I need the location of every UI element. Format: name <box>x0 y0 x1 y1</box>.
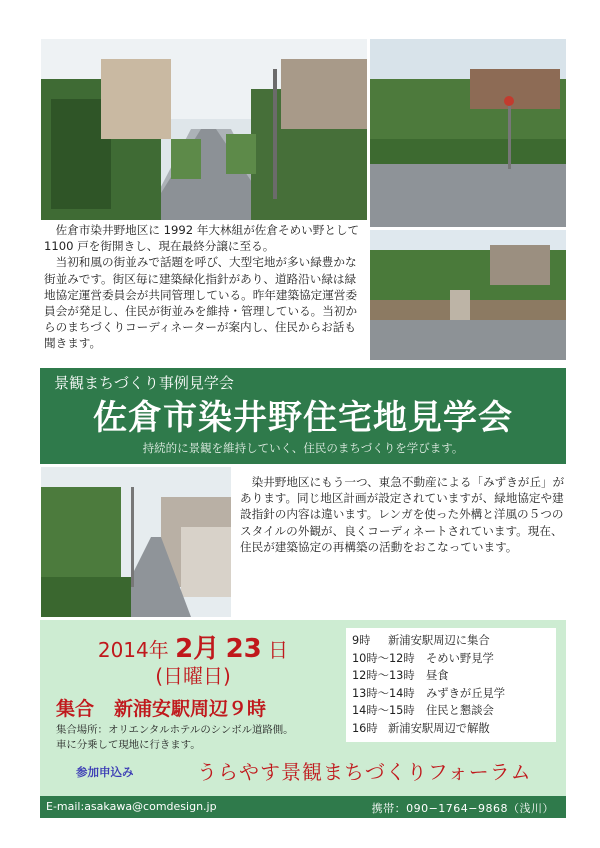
date-year: 2014 <box>97 638 149 662</box>
schedule-time: 16時 <box>352 721 378 735</box>
mizukigaoka-text: 染井野地区にもう一つ、東急不動産による「みずきが丘」があります。同じ地区計画が設定されていますが、緑地協定や建設指針の内容は違います。レンガを使った外構と洋風の５つのスタイルの外観が、良くコーディネートされています。現在、住民が建築協定の再構築の活動をおこなっています。 <box>240 475 565 554</box>
event-weekday: (日曜日) <box>155 664 231 688</box>
date-day: 23 <box>225 634 262 664</box>
schedule-activity: 昼食 <box>426 669 449 683</box>
schedule-activity: 新浦安駅周辺に集合 <box>388 634 490 647</box>
contact-footer <box>40 796 566 818</box>
schedule-box <box>346 628 556 742</box>
meeting-info <box>56 694 266 721</box>
schedule-activity: 住民と懇談会 <box>426 704 494 718</box>
schedule-activity: そめい野見学 <box>426 651 494 665</box>
meeting-place-notes <box>56 723 294 753</box>
apply-label: 参加申込み <box>76 765 134 779</box>
place-note-2: 車に分乗して現地に行きます。 <box>56 739 201 751</box>
schedule-activity: 新浦安駅周辺で解散 <box>388 721 490 735</box>
organizer-name: うらやす景観まちづくりフォーラム <box>197 760 532 784</box>
date-month: 2 <box>175 634 194 664</box>
photo-curved-road <box>369 38 567 228</box>
schedule-row <box>346 720 556 738</box>
banner-title: 佐倉市染井野住宅地見学会 <box>93 398 513 438</box>
intro-line-1: 佐倉市染井野地区に 1992 年大林組が佐倉そめい野として 1100 戸を街開きし、現在最終分譲に至る。 <box>44 223 360 254</box>
date-day-unit: 日 <box>268 638 289 662</box>
schedule-row <box>346 650 556 668</box>
schedule-time: 9時 <box>352 634 371 647</box>
event-banner <box>40 368 566 464</box>
date-year-unit: 年 <box>148 638 169 662</box>
contact-phone: 携帯：090−1764−9868（浅川） <box>371 802 554 815</box>
photo-stone-wall-garden <box>369 229 567 361</box>
schedule-row <box>346 702 556 720</box>
photo-street-main <box>40 38 368 226</box>
date-month-unit: 月 <box>193 634 220 664</box>
photo-mizukigaoka-street <box>40 466 232 618</box>
schedule-row <box>346 632 556 650</box>
banner-subtitle: 景観まちづくり事例見学会 <box>54 374 234 392</box>
schedule-time: 10時〜12時 <box>352 651 415 665</box>
intro-line-2: 当初和風の街並みで話題を呼び、大型宅地が多い緑豊かな街並みです。街区毎に建築緑化指針があり、道路沿い緑は緑地協定運営委員会が共同管理している。昨年建築協定運営委員会が発足し、住民が街並みを維持・管理している。当初からのまちづくりコーディネーターが案内し、住民からお話も聞きます。 <box>44 255 358 351</box>
place-note-1: 集合場所：オリエンタルホテルのシンボル道路側。 <box>56 724 294 736</box>
meeting-label: 集合 <box>56 698 95 720</box>
mizukigaoka-description <box>236 472 574 557</box>
schedule-time: 14時〜15時 <box>352 704 415 718</box>
contact-email[interactable]: E-mail:asakawa@comdesign.jp <box>46 800 217 813</box>
schedule-row <box>346 667 556 685</box>
meeting-place: 新浦安駅周辺９時 <box>114 698 267 720</box>
schedule-time: 13時〜14時 <box>352 686 415 700</box>
schedule-activity: みずきが丘見学 <box>426 686 506 700</box>
intro-description <box>40 220 370 354</box>
schedule-row <box>346 685 556 703</box>
banner-tagline: 持続的に景観を維持していく、住民のまちづくりを学びます。 <box>142 441 464 455</box>
schedule-time: 12時〜13時 <box>352 669 415 683</box>
